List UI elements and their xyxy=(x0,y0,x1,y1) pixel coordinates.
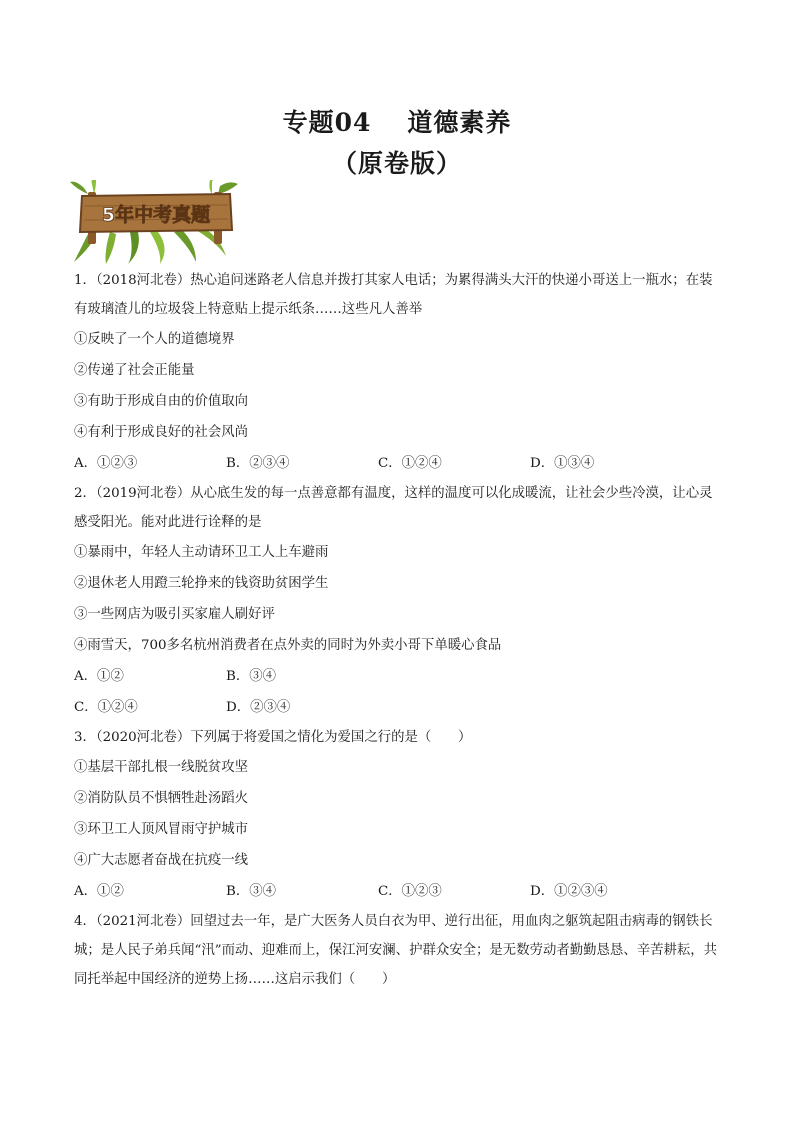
answer-choices xyxy=(74,448,724,479)
question-stem: 2．（2019河北卷）从心底生发的每一点善意都有温度，这样的温度可以化成暖流，让社会少些冷漠，让心灵感受阳光。能对此进行诠释的是 xyxy=(74,486,713,530)
choice-d: D．①③④ xyxy=(530,456,595,471)
choice-a: A．①②③ xyxy=(74,456,138,471)
choice-c: C．①②③ xyxy=(378,884,442,899)
choice-d: D．①②③④ xyxy=(530,884,608,899)
statement-option: ④雨雪天，700多名杭州消费者在点外卖的同时为外卖小哥下单暖心食品 xyxy=(74,638,502,653)
statement-option: ①反映了一个人的道德境界 xyxy=(74,332,235,347)
answer-choices xyxy=(74,661,724,692)
statement-option: ③有助于形成自由的价值取向 xyxy=(74,394,249,409)
choice-b: B．③④ xyxy=(226,884,277,899)
choice-a: A．①② xyxy=(74,669,124,684)
choice-a: A．①② xyxy=(74,884,124,899)
statement-option: ①暴雨中，年轻人主动请环卫工人上车避雨 xyxy=(74,545,329,560)
statement-option: ②退休老人用蹬三轮挣来的钱资助贫困学生 xyxy=(74,576,329,591)
section-badge xyxy=(70,180,240,264)
choice-b: B．②③④ xyxy=(226,456,290,471)
badge-text: 5年中考真题 xyxy=(101,204,211,226)
question-3 xyxy=(74,723,724,907)
statement-option: ③环卫工人顶风冒雨守护城市 xyxy=(74,822,249,837)
choice-c: C．①②④ xyxy=(74,700,138,715)
statement-option: ④有利于形成良好的社会风尚 xyxy=(74,425,249,440)
question-4 xyxy=(74,907,724,994)
statement-option: ①基层干部扎根一线脱贫攻坚 xyxy=(74,760,249,775)
page-subtitle: （原卷版） xyxy=(331,149,462,178)
choice-b: B．③④ xyxy=(226,669,277,684)
title-main: 专题04 xyxy=(282,108,372,137)
choice-d: D．②③④ xyxy=(226,700,291,715)
page-title xyxy=(0,103,794,139)
statement-option: ④广大志愿者奋战在抗疫一线 xyxy=(74,853,249,868)
title-topic: 道德素养 xyxy=(407,108,512,137)
answer-choices xyxy=(74,876,724,907)
question-list xyxy=(74,266,724,994)
choice-c: C．①②④ xyxy=(378,456,442,471)
question-stem: 4．（2021河北卷）回望过去一年，是广大医务人员白衣为甲、逆行出征，用血肉之躯筑起阻击病毒的钢铁长城；是人民子弟兵闻“汛”而动、迎难而上，保江河安澜、护群众安全；是无数劳动者勤勤恳恳、辛苦耕耘，共同托举起中国经济的逆势上扬……这启示我们（ ） xyxy=(74,914,718,987)
question-stem: 3．（2020河北卷）下列属于将爱国之情化为爱国之行的是（ ） xyxy=(74,730,472,745)
statement-option: ②消防队员不惧牺牲赴汤蹈火 xyxy=(74,791,249,806)
statement-option: ③一些网店为吸引买家雇人刷好评 xyxy=(74,607,275,622)
answer-choices xyxy=(74,692,724,723)
statement-option: ②传递了社会正能量 xyxy=(74,363,195,378)
question-stem: 1．（2018河北卷）热心追问迷路老人信息并拨打其家人电话；为累得满头大汗的快递小哥送上一瓶水；在装有玻璃渣儿的垃圾袋上特意贴上提示纸条……这些凡人善举 xyxy=(74,273,713,317)
question-2 xyxy=(74,479,724,723)
question-1 xyxy=(74,266,724,479)
